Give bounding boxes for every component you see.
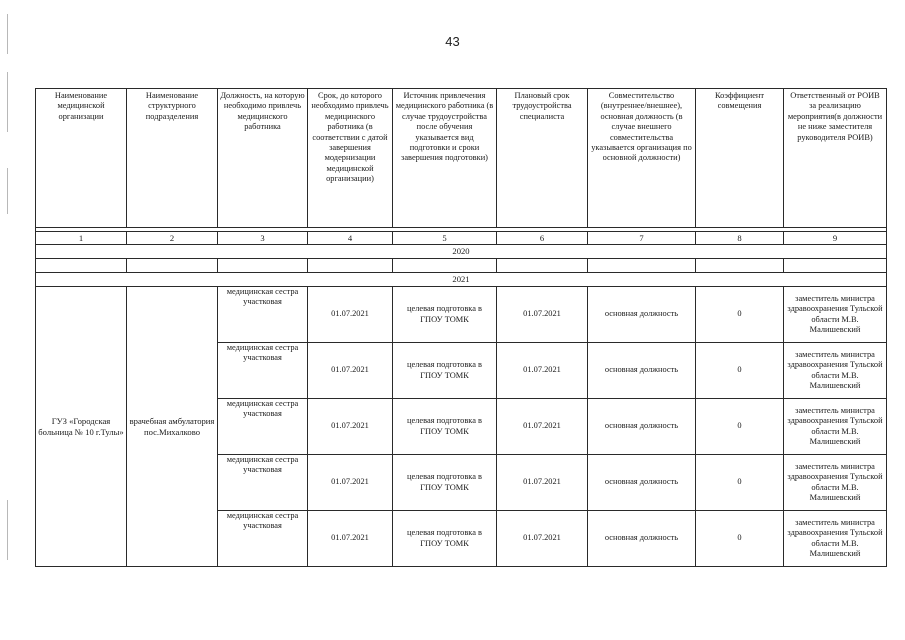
deadline-cell: 01.07.2021 — [308, 343, 393, 399]
planned-date-cell: 01.07.2021 — [497, 455, 588, 511]
coefficient-cell: 0 — [696, 455, 784, 511]
planned-date-cell: 01.07.2021 — [497, 343, 588, 399]
deadline-cell: 01.07.2021 — [308, 399, 393, 455]
position-cell: медицинская сестра участковая — [218, 455, 308, 511]
empty-cell — [127, 259, 218, 273]
header-row — [36, 89, 887, 228]
planned-date-cell: 01.07.2021 — [497, 511, 588, 567]
table-row — [36, 287, 887, 343]
column-number: 7 — [588, 232, 696, 245]
column-number: 8 — [696, 232, 784, 245]
empty-row — [36, 259, 887, 273]
header-cell: Плановый срок трудоустройства специалиста — [497, 89, 588, 228]
column-number: 5 — [393, 232, 497, 245]
combination-cell: основная должность — [588, 455, 696, 511]
header-cell: Наименование структурного подразделения — [127, 89, 218, 228]
column-number: 9 — [784, 232, 887, 245]
header-cell: Коэффициент совмещения — [696, 89, 784, 228]
position-cell: медицинская сестра участковая — [218, 511, 308, 567]
empty-cell — [393, 259, 497, 273]
combination-cell: основная должность — [588, 399, 696, 455]
header-cell: Должность, на которую необходимо привлечь медицинского работника — [218, 89, 308, 228]
scan-edge-line — [7, 72, 8, 132]
responsible-cell: заместитель министра здравоохранения Тульской области М.В. Малишевский — [784, 287, 887, 343]
header-cell: Ответственный от РОИВ за реализацию мероприятия(в должности не ниже заместителя руководителя РОИВ) — [784, 89, 887, 228]
source-cell: целевая подготовка в ГПОУ ТОМК — [393, 287, 497, 343]
position-cell: медицинская сестра участковая — [218, 343, 308, 399]
source-cell: целевая подготовка в ГПОУ ТОМК — [393, 399, 497, 455]
responsible-cell: заместитель министра здравоохранения Тульской области М.В. Малишевский — [784, 399, 887, 455]
empty-cell — [36, 259, 127, 273]
organization-cell: ГУЗ «Городская больница № 10 г.Тулы» — [36, 287, 127, 567]
column-number: 2 — [127, 232, 218, 245]
column-number: 4 — [308, 232, 393, 245]
subdivision-cell: врачебная амбулатория пос.Михалково — [127, 287, 218, 567]
column-number-row — [36, 232, 887, 245]
year-row — [36, 273, 887, 287]
planned-date-cell: 01.07.2021 — [497, 399, 588, 455]
empty-cell — [588, 259, 696, 273]
position-cell: медицинская сестра участковая — [218, 287, 308, 343]
empty-cell — [784, 259, 887, 273]
column-number: 6 — [497, 232, 588, 245]
empty-cell — [696, 259, 784, 273]
deadline-cell: 01.07.2021 — [308, 287, 393, 343]
header-cell: Источник привлечения медицинского работника (в случае трудоустройства после обучения указывается вид подготовки и сроки завершения подготовки) — [393, 89, 497, 228]
header-cell: Совместительство (внутреннее/внешнее), основная должность (в случае внешнего совместительства указывается организация по основной должности) — [588, 89, 696, 228]
header-cell: Срок, до которого необходимо привлечь медицинского работника (в соответствии с датой завершения модернизации медицинской организации) — [308, 89, 393, 228]
year-label-2020: 2020 — [36, 245, 887, 259]
empty-cell — [497, 259, 588, 273]
coefficient-cell: 0 — [696, 287, 784, 343]
deadline-cell: 01.07.2021 — [308, 511, 393, 567]
column-number: 1 — [36, 232, 127, 245]
year-row — [36, 245, 887, 259]
responsible-cell: заместитель министра здравоохранения Тульской области М.В. Малишевский — [784, 343, 887, 399]
coefficient-cell: 0 — [696, 343, 784, 399]
combination-cell: основная должность — [588, 287, 696, 343]
page-number: 43 — [445, 34, 460, 49]
source-cell: целевая подготовка в ГПОУ ТОМК — [393, 343, 497, 399]
coefficient-cell: 0 — [696, 511, 784, 567]
responsible-cell: заместитель министра здравоохранения Тульской области М.В. Малишевский — [784, 511, 887, 567]
combination-cell: основная должность — [588, 343, 696, 399]
empty-cell — [308, 259, 393, 273]
scan-edge-line — [7, 500, 8, 560]
deadline-cell: 01.07.2021 — [308, 455, 393, 511]
column-number: 3 — [218, 232, 308, 245]
combination-cell: основная должность — [588, 511, 696, 567]
empty-cell — [218, 259, 308, 273]
source-cell: целевая подготовка в ГПОУ ТОМК — [393, 455, 497, 511]
responsible-cell: заместитель министра здравоохранения Тульской области М.В. Малишевский — [784, 455, 887, 511]
coefficient-cell: 0 — [696, 399, 784, 455]
staffing-table — [35, 88, 887, 567]
header-cell: Наименование медицинской организации — [36, 89, 127, 228]
year-label-2021: 2021 — [36, 273, 887, 287]
planned-date-cell: 01.07.2021 — [497, 287, 588, 343]
position-cell: медицинская сестра участковая — [218, 399, 308, 455]
source-cell: целевая подготовка в ГПОУ ТОМК — [393, 511, 497, 567]
scan-edge-line — [7, 168, 8, 214]
